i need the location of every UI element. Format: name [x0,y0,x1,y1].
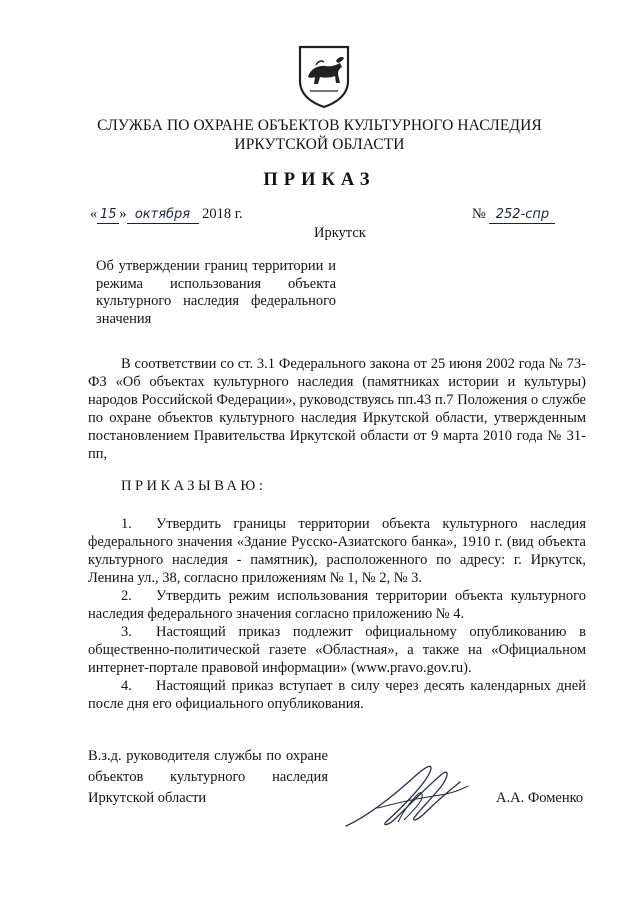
handwritten-signature-icon [338,756,478,836]
number-prefix: № [472,206,486,222]
document-date [90,206,243,224]
item-number: 3. [121,624,132,640]
item-number: 2. [121,588,132,604]
document-number [472,206,555,224]
item-text: Настоящий приказ подлежит официальному опубликованию в общественно-политической газете «Областная», а также на «Официальном интернет-портале правовой информации» (www.pravo.gov.ru). [88,624,586,676]
order-item [88,623,586,677]
order-items [88,515,586,713]
preamble-paragraph: В соответствии со ст. 3.1 Федерального закона от 25 июня 2002 года № 73-ФЗ «Об объектах культурного наследия (памятниках истории и культуры) народов Российской Федерации», руководствуясь пп.43 п.7 Положения о службе по охране объектов культурного наследия Иркутской области, утвержденным постановлением Правительства Иркутской области от 9 марта 2010 года № 31-пп, [88,356,586,462]
order-word: ПРИКАЗЫВАЮ: [121,478,267,494]
item-text: Настоящий приказ вступает в силу через десять календарных дней после дня его официального опубликования. [88,678,586,712]
item-text: Утвердить режим использования территории объекта культурного наследия федерального значения согласно приложению № 4. [88,588,586,622]
date-day: 15 [99,207,117,222]
item-number: 1. [121,516,132,532]
date-year: 2018 г. [202,206,243,222]
order-item [88,587,586,623]
date-close-quote: » [119,206,127,222]
document-subject: Об утверждении границ территории и режима использования объекта культурного наследия федерального значения [96,258,336,327]
item-number: 4. [121,678,132,694]
order-item [88,515,586,587]
coat-of-arms-icon [296,43,352,109]
date-month: октября [134,207,191,222]
city: Иркутск [314,225,366,241]
item-text: Утвердить границы территории объекта культурного наследия федерального значения «Здание Русско-Азиатского банка», 1910 г. (вид объекта культурного наследия - памятник), расположенного по адресу: г. Иркутск, Ленина ул., 38, согласно приложениям № 1, № 2, № 3. [88,516,586,586]
signatory-name: А.А. Фоменко [496,790,584,806]
number-value: 252-спр [495,207,550,222]
signatory-position: В.з.д. руководителя службы по охране объектов культурного наследия Иркутской области [88,748,328,806]
organization-name-line1: СЛУЖБА ПО ОХРАНЕ ОБЪЕКТОВ КУЛЬТУРНОГО НАСЛЕДИЯ [97,117,542,134]
date-open-quote: « [90,206,98,222]
organization-name-line2: ИРКУТСКОЙ ОБЛАСТИ [234,136,405,153]
document-title: ПРИКАЗ [263,170,376,190]
order-item [88,677,586,713]
